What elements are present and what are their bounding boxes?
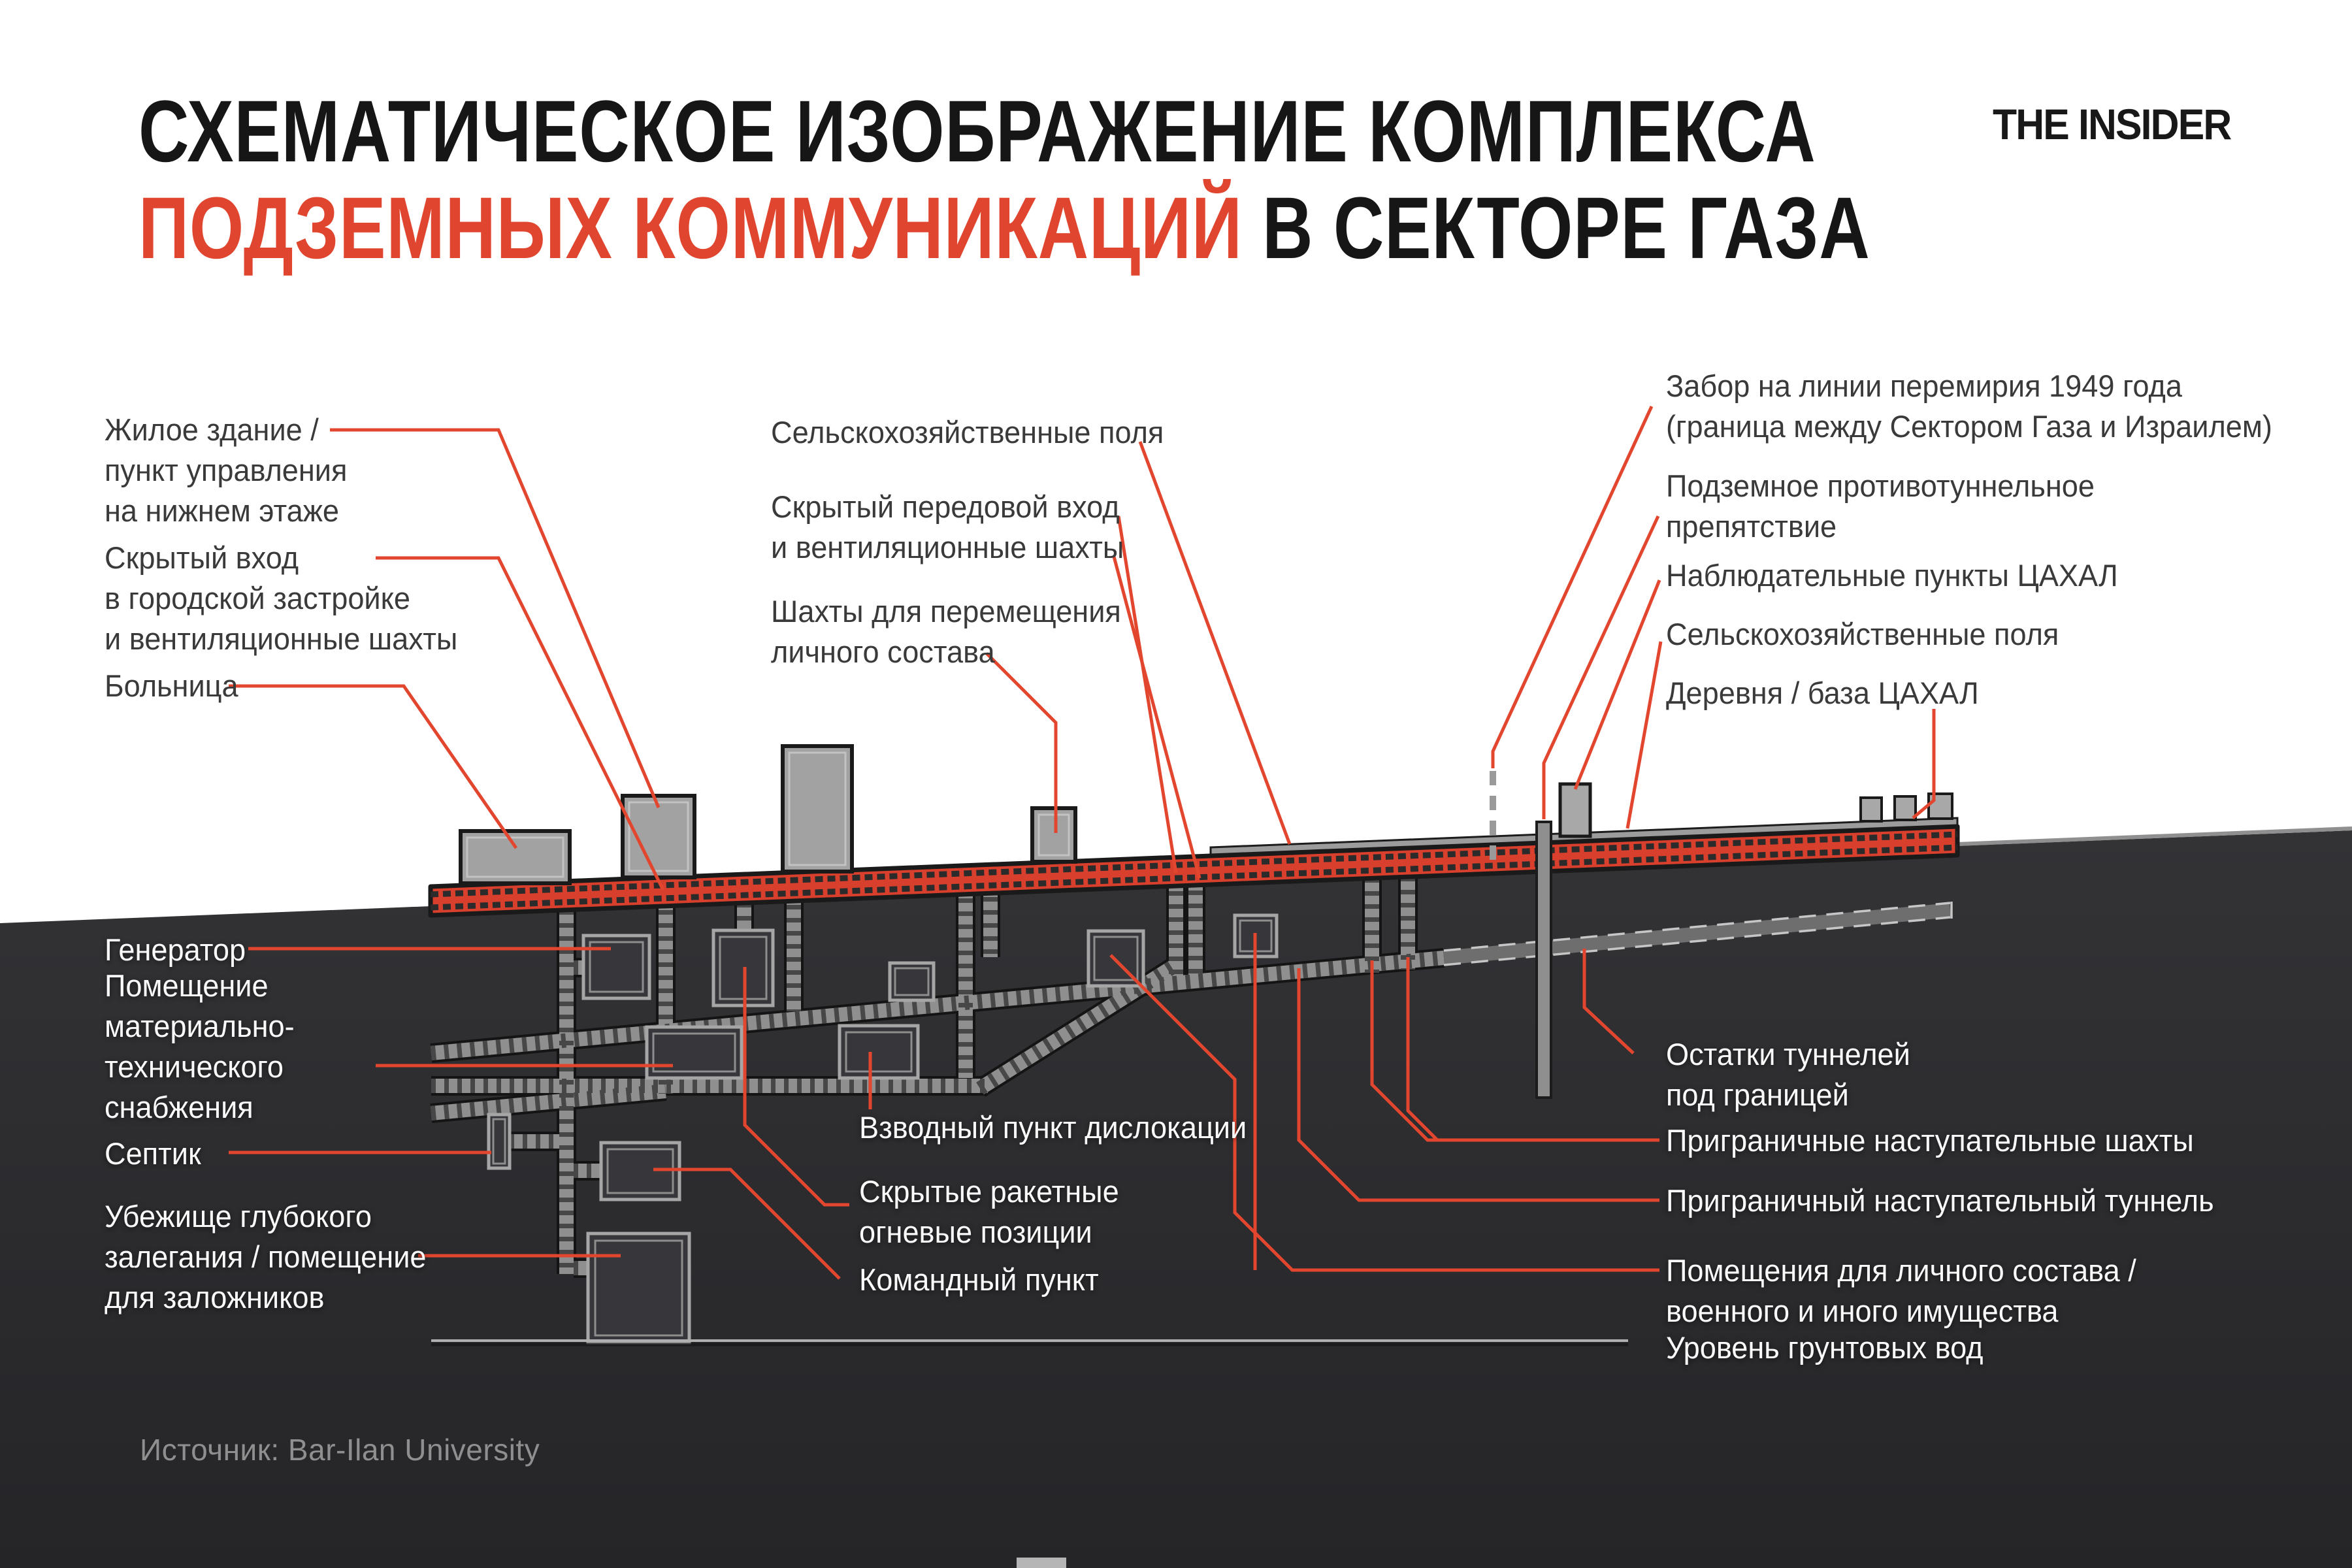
label-agri-left: Сельскохозяйственные поля	[771, 415, 1164, 449]
building-residential	[623, 796, 694, 877]
label-fence-1949: Забор на линии перемирия 1949 года (граница между Сектором Газа и Израилем)	[1666, 368, 2272, 444]
label-rocket: Скрытые ракетные огневые позиции	[859, 1174, 1119, 1249]
title-line2-red: ПОДЗЕМНЫХ КОММУНИКАЦИЙ	[139, 180, 1243, 277]
label-border-shafts: Приграничные наступательные шахты	[1666, 1123, 2194, 1158]
room-platoon	[840, 1026, 918, 1078]
label-command: Командный пункт	[859, 1262, 1099, 1297]
label-storage-rooms: Помещения для личного состава / военного и иного имущества	[1666, 1253, 2136, 1328]
title-line2-black: В СЕКТОРЕ ГАЗА	[1262, 180, 1870, 277]
label-generator: Генератор	[105, 932, 246, 967]
room-logistics	[647, 1027, 742, 1078]
title-line2	[139, 180, 1870, 277]
anti-tunnel-barrier	[1537, 822, 1551, 1098]
room-generator	[583, 936, 649, 998]
label-idf-posts: Наблюдательные пункты ЦАХАЛ	[1666, 558, 2118, 593]
label-logistics: Помещение материально- технического снабжения	[105, 968, 295, 1124]
label-agri-right: Сельскохозяйственные поля	[1666, 617, 2059, 651]
label-village: Деревня / база ЦАХАЛ	[1666, 676, 1979, 710]
room-deep-shelter	[588, 1233, 689, 1343]
room-septic	[489, 1115, 510, 1168]
label-shelter: Убежище глубокого залегания / помещение для заложников	[105, 1199, 427, 1315]
village-houses	[1861, 794, 1952, 821]
building-hospital	[461, 831, 570, 883]
building-tall	[783, 746, 852, 872]
brand-logo: THE INSIDER	[1993, 100, 2231, 148]
label-platoon: Взводный пункт дислокации	[859, 1110, 1247, 1145]
label-forward-entrance: Скрытый передовой вход и вентиляционные шахты	[771, 489, 1124, 564]
label-hospital: Больница	[105, 668, 238, 703]
label-septic: Септик	[105, 1136, 201, 1171]
source-caption: Источник: Bar-Ilan University	[140, 1433, 540, 1467]
label-groundwater: Уровень грунтовых вод	[1666, 1330, 1984, 1365]
village-house	[1929, 794, 1952, 819]
title-line1: СХЕМАТИЧЕСКОЕ ИЗОБРАЖЕНИЕ КОМПЛЕКСА	[139, 83, 1816, 180]
idf-observation-post	[1560, 784, 1590, 836]
label-hidden-entrance: Скрытый вход в городской застройке и вентиляционные шахты	[105, 540, 458, 656]
label-personnel-shafts: Шахты для перемещения личного состава	[771, 594, 1121, 669]
label-border-tunnel: Приграничный наступательный туннель	[1666, 1183, 2214, 1218]
label-tunnel-remains: Остатки туннелей под границей	[1666, 1037, 1910, 1112]
bottom-tick	[1017, 1558, 1066, 1568]
label-antitunnel: Подземное противотуннельное препятствие	[1666, 468, 2095, 544]
page-title	[139, 84, 2303, 277]
label-residential: Жилое здание / пункт управления на нижнем этаже	[105, 412, 348, 528]
village-house	[1861, 798, 1882, 821]
